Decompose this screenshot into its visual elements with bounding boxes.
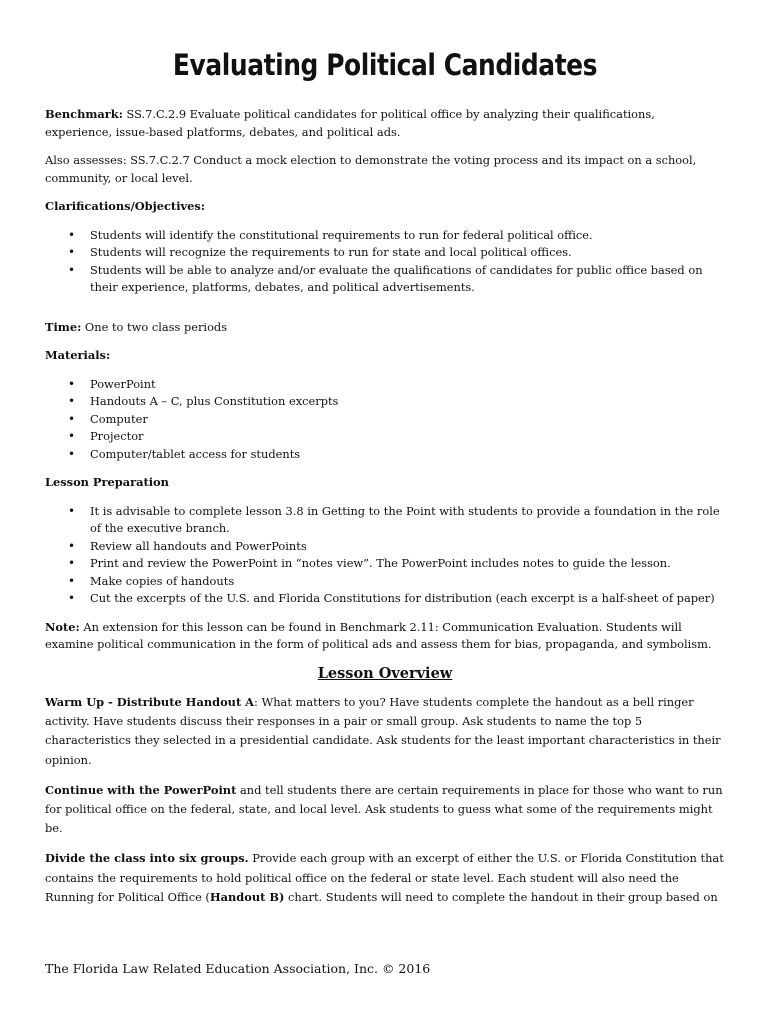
clarifications-heading: Clarifications/Objectives: [45,199,206,213]
note-paragraph [45,619,725,654]
list-item: • Computer/tablet access for students [90,446,725,464]
benchmark-label: Benchmark: [45,107,123,121]
list-item: • Projector [90,428,725,446]
page-footer: The Florida Law Related Education Association, Inc. © 2016 [45,961,431,976]
list-item: • Students will identify the constitutional requirements to run for federal political office. [90,227,725,245]
divide-text-continued: chart. Students will need to complete the handout in their group based on [284,889,718,904]
note-text: An extension for this lesson can be found in Benchmark 2.11: Communication Evaluation. Students will examine political communication in the form of political ads and assess them for bias, propaganda, and symbolism. [45,619,712,651]
list-item: • Review all handouts and PowerPoints [90,538,725,556]
list-item: • It is advisable to complete lesson 3.8 in Getting to the Point with students to provide a foundation in the role of the executive branch. [90,503,725,538]
list-item: • PowerPoint [90,376,725,394]
benchmark-text: SS.7.C.2.9 Evaluate political candidates for political office by analyzing their qualifications, experience, issue-based platforms, debates, and political ads. [45,107,655,139]
document-body [45,106,725,907]
continue-paragraph [45,781,725,839]
handout-b-label: Handout B) [209,889,285,904]
warmup-paragraph [45,693,725,770]
list-item: • Cut the excerpts of the U.S. and Florida Constitutions for distribution (each excerpt is a half-sheet of paper) [90,590,725,608]
list-item: • Handouts A – C, plus Constitution excerpts [90,393,725,411]
list-item: • Computer [90,411,725,429]
warmup-text: : What matters to you? Have students complete the handout as a bell ringer activity. Have students discuss their responses in a pair or small group. Ask students to name the top 5 characteristics they selected in a presidential candidate. Ask students for the least important characteristics in their opinion. [45,695,721,767]
warmup-label: Warm Up - Distribute Handout A [45,695,255,709]
note-label: Note: [45,619,80,634]
list-item: • Students will be able to analyze and/or evaluate the qualifications of candidates for public office based on their experience, platforms, debates, and political advertisements. [90,262,725,297]
clarifications-list [45,227,725,297]
divide-label: Divide the class into six groups. [45,851,249,866]
list-item: • Print and review the PowerPoint in “notes view”. The PowerPoint includes notes to guide the lesson. [90,555,725,573]
time-paragraph [45,319,725,337]
divide-paragraph [45,849,725,907]
preparation-list [45,503,725,608]
time-label: Time: [45,319,82,334]
list-item: • Students will recognize the requirements to run for state and local political offices. [90,244,725,262]
lesson-overview-heading: Lesson Overview [317,664,453,682]
list-item: • Make copies of handouts [90,573,725,591]
materials-list [45,376,725,464]
materials-heading: Materials: [45,348,111,362]
page-title: Evaluating Political Candidates [172,48,598,82]
time-text: One to two class periods [81,319,228,334]
continue-text: and tell students there are certain requirements in place for those who want to run for political office on the federal, state, and local level. Ask students to guess what some of the requirements might be. [45,782,723,836]
preparation-heading: Lesson Preparation [45,475,169,489]
divide-text: Provide each group with an excerpt of either the U.S. or Florida Constitution that contains the requirements to hold political office on the federal or state level. Each student will also need the Running for Political Office ( [45,851,724,904]
also-assesses-paragraph: Also assesses: SS.7.C.2.7 Conduct a mock election to demonstrate the voting process and its impact on a school, community, or local level. [45,153,697,185]
continue-label: Continue with the PowerPoint [45,782,237,797]
benchmark-paragraph [45,106,725,141]
